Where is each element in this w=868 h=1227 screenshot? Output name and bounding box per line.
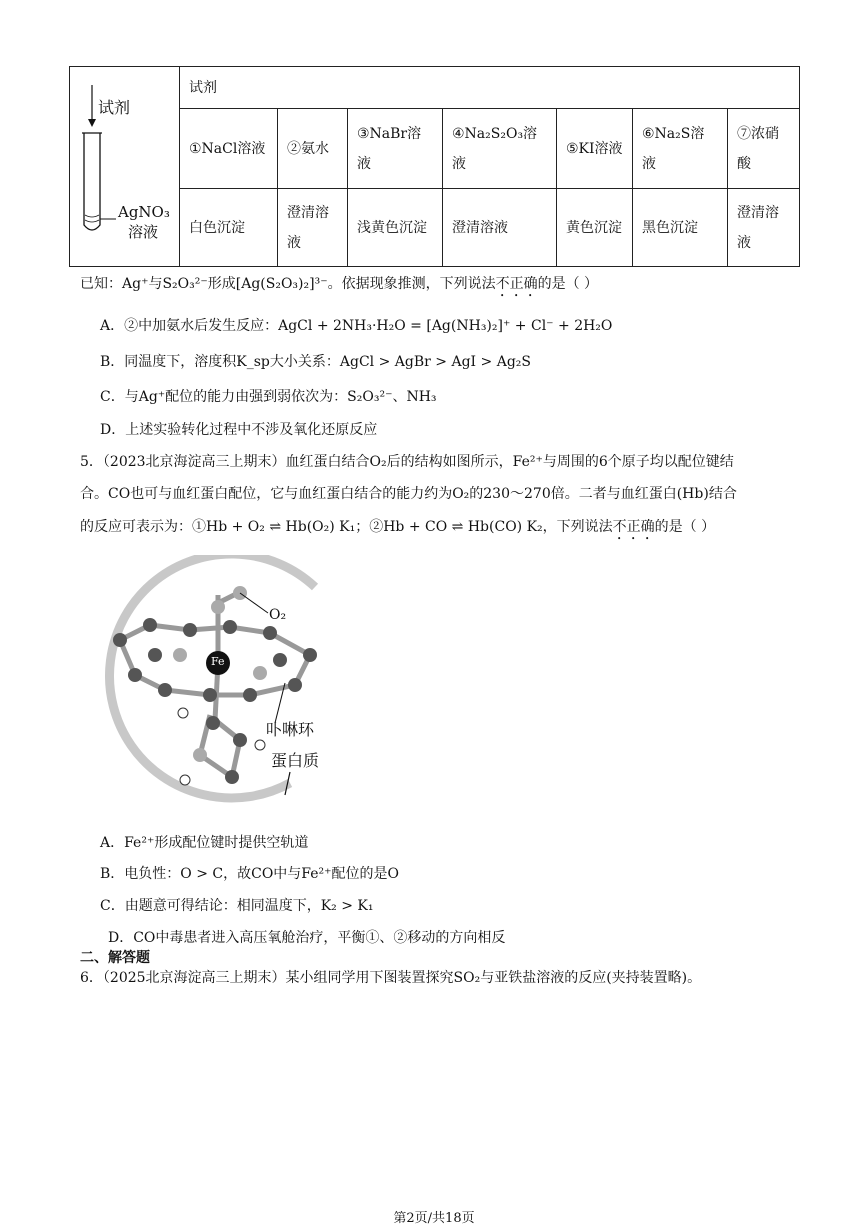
protein-label: 蛋白质: [271, 751, 320, 770]
q5-option-d: D．CO中毒患者进入高压氧舱治疗，平衡①、②移动的方向相反: [108, 930, 506, 946]
apparatus-cell: [70, 67, 180, 267]
q5-option-a: A．Fe²⁺形成配位键时提供空轨道: [100, 835, 309, 851]
reagent-cell: ①NaCl溶液: [180, 109, 278, 189]
q5-option-c: C．由题意可得结论：相同温度下，K₂ > K₁: [100, 898, 374, 914]
hemoglobin-figure: [80, 555, 340, 815]
q4-option-d: D．上述实验转化过程中不涉及氧化还原反应: [100, 422, 378, 438]
phenomenon-cell: 白色沉淀: [180, 189, 278, 267]
q5-stem-3: 的反应可表示为：①Hb + O₂ ⇌ Hb(O₂) K₁；②Hb + CO ⇌ Hb(CO) K₂，下列说法不正确的是（ ）: [80, 519, 716, 535]
phenomenon-cell: 黄色沉淀: [557, 189, 633, 267]
phenomenon-cell: 澄清溶液: [728, 189, 800, 267]
q4-option-c: C．与Ag⁺配位的能力由强到弱依次为：S₂O₃²⁻、NH₃: [100, 389, 437, 405]
reagent-cell: ⑦浓硝酸: [728, 109, 800, 189]
reagent-cell: ③NaBr溶液: [348, 109, 443, 189]
reagent-arrow-label: 试剂: [98, 98, 131, 117]
phenomenon-cell: 澄清溶液: [443, 189, 557, 267]
heme-structure-icon: [80, 555, 340, 815]
reagent-cell: ④Na₂S₂O₃溶液: [443, 109, 557, 189]
q5-option-b: B．电负性：O > C，故CO中与Fe²⁺配位的是O: [100, 866, 400, 882]
reagent-cell: ②氨水: [278, 109, 348, 189]
porphyrin-ring-label: 卟啉环: [266, 720, 315, 739]
reagent-cell: ⑥Na₂S溶液: [633, 109, 728, 189]
q6-stem: 6．（2025北京海淀高三上期末）某小组同学用下图装置探究SO₂与亚铁盐溶液的反应(夹持装置略)。: [80, 970, 702, 986]
phenomenon-cell: 澄清溶液: [278, 189, 348, 267]
q4-option-a: A．②中加氨水后发生反应：AgCl + 2NH₃·H₂O = [Ag(NH₃)₂]⁺ + Cl⁻ + 2H₂O: [100, 318, 613, 334]
q5-emphasis: 不正确: [612, 519, 655, 535]
page-footer: 第2页/共18页: [393, 1211, 475, 1226]
q4-emphasis: 不正确: [495, 276, 538, 292]
section-title: 二、解答题: [80, 950, 150, 966]
phenomenon-cell: 黑色沉淀: [633, 189, 728, 267]
o2-label: O₂: [269, 607, 287, 623]
solution-label: 溶液: [128, 223, 159, 241]
reagent-table: [69, 66, 800, 267]
q5-stem-2: 合。CO也可与血红蛋白配位，它与血红蛋白结合的能力约为O₂的230～270倍。二者与血红蛋白(Hb)结合: [80, 486, 737, 502]
phenomenon-cell: 浅黄色沉淀: [348, 189, 443, 267]
table-header: 试剂: [180, 67, 800, 109]
reagent-cell: ⑤KI溶液: [557, 109, 633, 189]
agno3-label: AgNO₃: [118, 203, 170, 221]
q4-option-b: B．同温度下，溶度积K_sp大小关系：AgCl > AgBr > AgI > Ag₂S: [100, 354, 531, 370]
q4-stem: 已知：Ag⁺与S₂O₃²⁻形成[Ag(S₂O₃)₂]³⁻。依据现象推测，下列说法不正确的是（ ）: [80, 276, 599, 292]
q5-stem-1: 5．（2023北京海淀高三上期末）血红蛋白结合O₂后的结构如图所示，Fe²⁺与周围的6个原子均以配位键结: [80, 454, 734, 470]
fe-label: Fe: [211, 655, 225, 668]
